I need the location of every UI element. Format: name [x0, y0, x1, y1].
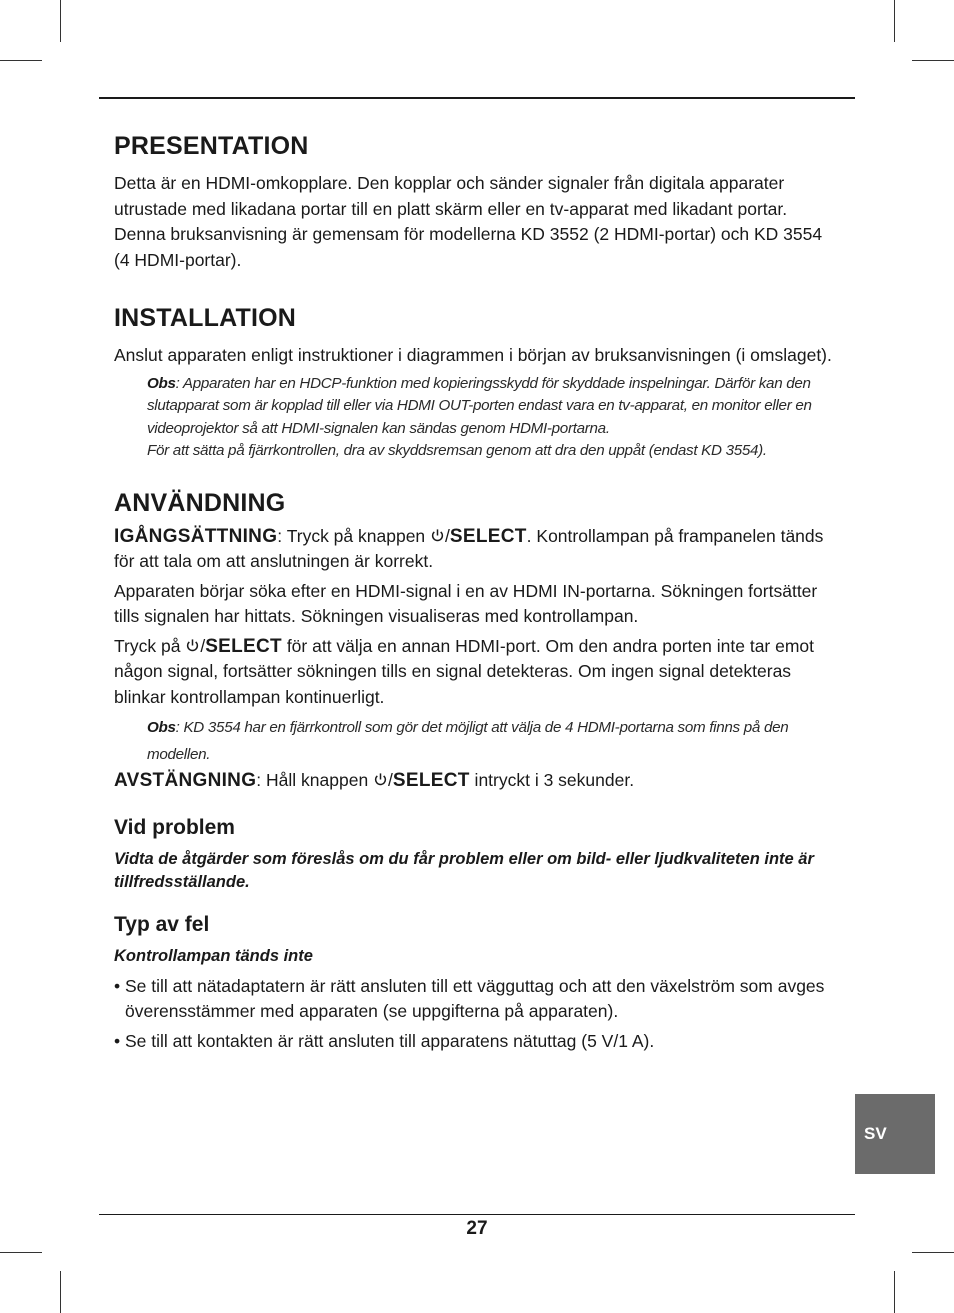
startup-text: : Tryck på knappen [277, 525, 431, 546]
heading-anvandning: ANVÄNDNING [114, 488, 286, 517]
shutdown-text: : Håll knappen [256, 770, 374, 790]
installation-note [147, 373, 834, 463]
crop-mark [912, 1252, 954, 1253]
list-item: • Se till att kontakten är rätt ansluten till apparatens nätuttag (5 V/1 A). [114, 1030, 655, 1051]
vid-problem-intro: Vidta de åtgärder som föreslås om du får problem eller om bild- eller ljudkvaliteten inte är tillfredsställande. [114, 849, 814, 891]
crop-mark [0, 1252, 42, 1253]
anvandning-note [147, 714, 834, 768]
presentation-body: Detta är en HDMI-omkopplare. Den kopplar och sänder signaler från digitala apparater utrustade med likadana portar till en platt skärm eller en tv-apparat med likadant portar. Denna bruksanvisning är gemensam för modellerna KD 3552 (2 HDMI-portar) och KD 3554 (4 HDMI-portar). [114, 173, 823, 270]
heading-typ-av-fel: Typ av fel [114, 912, 210, 936]
note-label: Obs [147, 719, 176, 736]
startup-paragraph: IGÅNGSÄTTNING: Tryck på knappen /SELECT. Kontrollampan på frampanelen tänds för att tala om att anslutningen är korrekt. [114, 525, 824, 571]
page-content [114, 132, 834, 1058]
crop-mark [894, 0, 895, 42]
section-presentation [114, 132, 834, 273]
power-icon [430, 528, 445, 543]
press-paragraph: Tryck på /SELECT för att välja en annan HDMI-port. Om den andra porten inte tar emot någon signal, fortsätter sökningen tills en signal detekteras. Om ingen signal detekteras blinkar kontrollampan kontinuerligt. [114, 635, 815, 707]
press-text-2: för att välja en annan HDMI-port. Om den andra porten inte tar emot någon signal, fortsätter sökningen tills en signal detekteras. Om ingen signal detekteras blinkar kontrollampan kontinuerligt. [114, 635, 815, 707]
select-label: SELECT [205, 635, 282, 657]
heading-installation: INSTALLATION [114, 304, 297, 332]
section-vid-problem [114, 816, 834, 894]
shutdown-text-2: intryckt i 3 sekunder. [469, 770, 635, 790]
page-number: 27 [466, 1218, 488, 1239]
search-paragraph: Apparaten börjar söka efter en HDMI-signal i en av HDMI IN-portarna. Sökningen fortsätter tills signalen har hittats. Sökningen visualiseras med kontrollampan. [114, 580, 818, 626]
note-label: Obs [147, 374, 176, 392]
crop-mark [60, 0, 61, 42]
section-anvandning [114, 489, 834, 794]
select-label: SELECT [392, 770, 470, 791]
list-item: • Se till att nätadaptatern är rätt ansluten till ett vägguttag och att den växelström som avges överensstämmer med apparaten (se uppgifterna på apparaten). [114, 975, 825, 1021]
note-text: : KD 3554 har en fjärrkontroll som gör det möjligt att välja de 4 HDMI-portarna som finns på den modellen. [147, 719, 789, 763]
note-text: : Apparaten har en HDCP-funktion med kopieringsskydd för skyddade inspelningar. Därför kan den slutapparat som är kopplad till eller via HDMI OUT-porten endast vara en tv-apparat, en monitor eller en videoprojektor så att HDMI-signalen kan sändas genom HDMI-portarna. [147, 374, 812, 437]
language-tab [855, 1094, 935, 1174]
crop-mark [0, 60, 42, 61]
power-icon [185, 638, 200, 653]
select-label: SELECT [449, 525, 527, 547]
heading-presentation: PRESENTATION [114, 132, 309, 160]
bottom-rule [99, 1214, 855, 1215]
startup-text-2: . Kontrollampan på frampanelen tänds för att tala om att anslutningen är korrekt. [114, 525, 824, 571]
language-tab-label: SV [864, 1124, 887, 1143]
note-text-remote: För att sätta på fjärrkontrollen, dra av skyddsremsan genom att dra den uppåt (endast KD 3554). [147, 442, 767, 459]
crop-mark [894, 1271, 895, 1313]
shutdown-label: AVSTÄNGNING [114, 770, 257, 791]
crop-mark [912, 60, 954, 61]
press-text: Tryck på [114, 635, 186, 656]
section-installation [114, 304, 834, 463]
heading-vid-problem: Vid problem [114, 815, 235, 839]
section-typ-av-fel [114, 913, 834, 1055]
installation-body: Anslut apparaten enligt instruktioner i diagrammen i början av bruksanvisningen (i omslaget). [114, 345, 832, 365]
startup-label: IGÅNGSÄTTNING [114, 525, 278, 547]
power-icon [373, 772, 388, 787]
fault-subheading: Kontrollampan tänds inte [114, 946, 313, 965]
shutdown-paragraph: AVSTÄNGNING: Håll knappen /SELECT intryckt i 3 sekunder. [114, 770, 635, 791]
fault-list [114, 974, 834, 1055]
crop-mark [60, 1271, 61, 1313]
top-rule [99, 97, 855, 99]
